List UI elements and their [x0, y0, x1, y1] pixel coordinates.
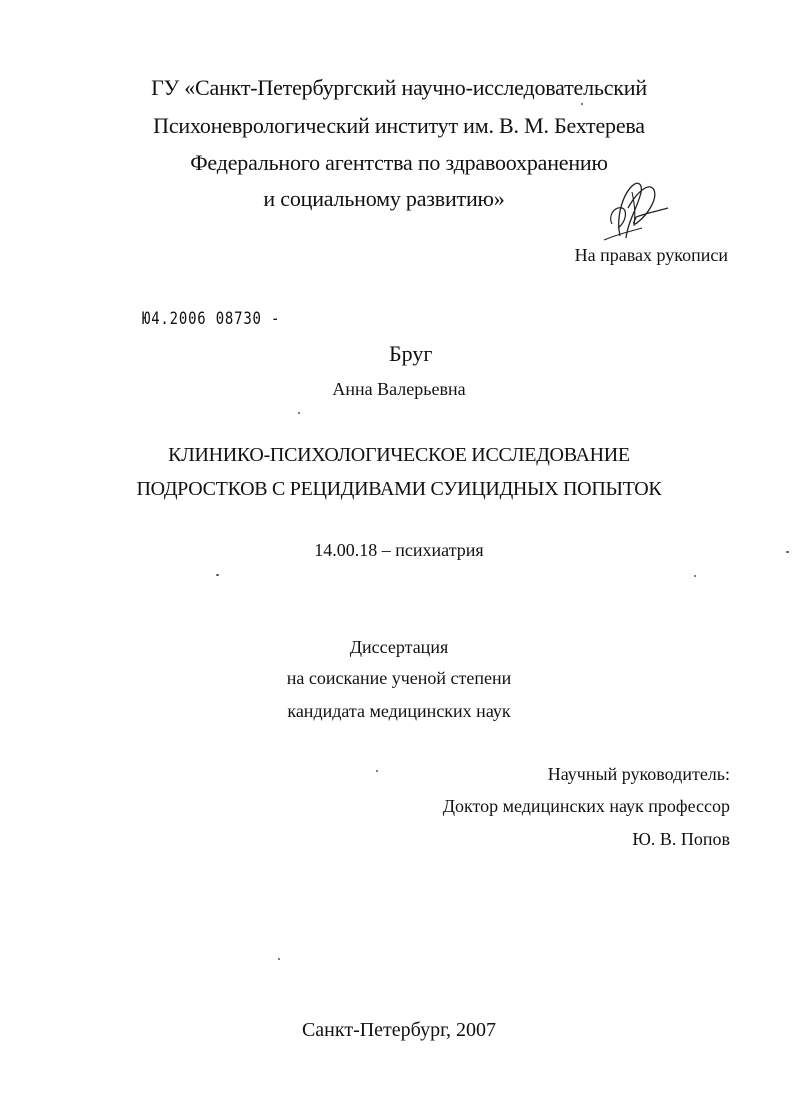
degree-purpose: на соискание ученой степени	[286, 668, 512, 688]
degree-name: кандидата медицинских наук	[287, 701, 511, 721]
scan-speck	[278, 958, 280, 960]
manuscript-rights-note: На правах рукописи	[574, 245, 728, 265]
scan-speck	[376, 770, 378, 772]
dissertation-title-line-2: ПОДРОСТКОВ С РЕЦИДИВАМИ СУИЦИДНЫХ ПОПЫТОК	[136, 478, 662, 500]
institution-line-2: Психоневрологический институт им. В. М. Бехтерева	[153, 113, 645, 138]
institution-line-1: ГУ «Санкт-Петербургский научно-исследовательский	[151, 75, 647, 100]
supervisor-degree: Доктор медицинских наук профессор	[442, 796, 730, 816]
scan-speck	[581, 103, 583, 105]
supervisor-label: Научный руководитель:	[547, 764, 730, 784]
scan-speck	[298, 412, 300, 414]
scan-speck	[786, 551, 789, 553]
institution-line-4: и социальному развитию»	[263, 186, 505, 211]
handwritten-signature	[598, 178, 678, 250]
registration-number: Ю4.2006 08730 -	[142, 309, 281, 329]
dissertation-title-line-1: КЛИНИКО-ПСИХОЛОГИЧЕСКОЕ ИССЛЕДОВАНИЕ	[168, 444, 630, 466]
place-and-year: Санкт-Петербург, 2007	[301, 1019, 497, 1041]
specialty-code: 14.00.18 – психиатрия	[314, 540, 484, 560]
supervisor-name: Ю. В. Попов	[632, 829, 730, 849]
author-surname: Бруг	[389, 341, 433, 366]
scan-speck	[694, 575, 696, 577]
institution-line-3: Федерального агентства по здравоохранению	[190, 150, 608, 175]
scan-speck	[216, 574, 219, 576]
author-given-names: Анна Валерьевна	[332, 379, 466, 399]
dissertation-label: Диссертация	[349, 637, 449, 657]
